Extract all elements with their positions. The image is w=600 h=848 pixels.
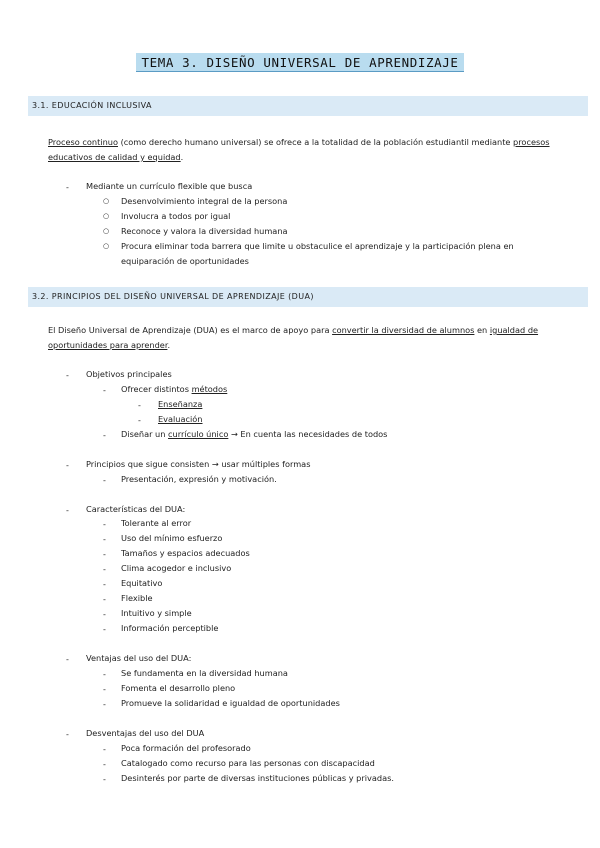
disenar-text-a: Diseñar un	[121, 429, 169, 439]
intro-2-text-c: .	[167, 340, 171, 350]
dash-bullet: -	[103, 700, 106, 709]
dash-bullet: -	[138, 416, 141, 425]
dash-bullet: -	[138, 401, 141, 410]
metodo-item: Evaluación	[158, 414, 203, 424]
dash-bullet: -	[103, 476, 106, 485]
list-item: Desenvolvimiento integral de la persona	[121, 196, 288, 206]
circle-bullet: ○	[103, 227, 110, 235]
section-heading-2: 3.2. PRINCIPIOS DEL DISEÑO UNIVERSAL DE APRENDIZAJE (DUA)	[28, 287, 588, 307]
section-1-intro	[48, 135, 568, 165]
circle-bullet: ○	[103, 197, 110, 205]
dash-bullet: -	[103, 685, 106, 694]
principios-item: Presentación, expresión y motivación.	[121, 474, 277, 484]
desventaja-item: Desinterés por parte de diversas instituciones públicas y privadas.	[121, 773, 394, 783]
circle-bullet: ○	[103, 212, 110, 220]
dash-bullet: -	[103, 535, 106, 544]
intro-2-underlined-b: igualdad de oportunidades para aprender	[48, 325, 539, 350]
dash-bullet: -	[103, 595, 106, 604]
dash-bullet: -	[103, 580, 106, 589]
caracteristica-item: Equitativo	[121, 578, 163, 588]
dash-bullet: -	[103, 610, 106, 619]
desventaja-item: Catalogado como recurso para las personas con discapacidad	[121, 758, 375, 768]
dash-bullet: -	[66, 506, 69, 515]
dash-bullet: -	[103, 520, 106, 529]
intro-1-underlined-a: Proceso continuo	[48, 137, 118, 147]
ventaja-item: Promueve la solidaridad e igualdad de oportunidades	[121, 698, 340, 708]
ventajas-head: Ventajas del uso del DUA:	[86, 653, 192, 663]
section-heading-1: 3.1. EDUCACIÓN INCLUSIVA	[28, 96, 588, 116]
ventaja-item: Se fundamenta en la diversidad humana	[121, 668, 288, 678]
dash-bullet: -	[103, 431, 106, 440]
section-2-intro	[48, 323, 568, 353]
dash-bullet: -	[103, 386, 106, 395]
dash-bullet: -	[103, 625, 106, 634]
intro-2-text-b: en	[474, 325, 490, 335]
intro-1-underlined-b: procesos educativos de calidad y equidad	[48, 137, 550, 162]
list-item: Procura eliminar toda barrera que limite u obstaculice el aprendizaje y la participación plena en equiparación de oportunidades	[121, 241, 514, 266]
caracteristica-item: Información perceptible	[121, 623, 219, 633]
objetivo-ofrecer	[121, 382, 227, 397]
caracteristicas-head: Características del DUA:	[86, 504, 186, 514]
dash-bullet: -	[103, 565, 106, 574]
ventaja-item: Fomenta el desarrollo pleno	[121, 683, 236, 693]
caracteristica-item: Uso del mínimo esfuerzo	[121, 533, 223, 543]
desventaja-item: Poca formación del profesorado	[121, 743, 251, 753]
intro-1-text-b: .	[180, 152, 184, 162]
dash-bullet: -	[66, 730, 69, 739]
dash-bullet: -	[103, 760, 106, 769]
intro-2-text-a: El Diseño Universal de Aprendizaje (DUA) es el marco de apoyo para	[48, 325, 333, 335]
title-wrap	[0, 52, 600, 72]
caracteristica-item: Tolerante al error	[121, 518, 192, 528]
dash-bullet: -	[103, 550, 106, 559]
disenar-underlined: currículo único	[168, 429, 229, 439]
intro-2-underlined-a: convertir la diversidad de alumnos	[332, 325, 475, 335]
dash-bullet: -	[66, 461, 69, 470]
disenar-text-b: → En cuenta las necesidades de todos	[228, 429, 388, 439]
dash-bullet: -	[103, 745, 106, 754]
caracteristica-item: Intuitivo y simple	[121, 608, 192, 618]
caracteristica-item: Flexible	[121, 593, 153, 603]
ofrecer-text: Ofrecer distintos	[121, 384, 192, 394]
objetivo-disenar	[121, 427, 387, 442]
desventajas-head: Desventajas del uso del DUA	[86, 728, 205, 738]
caracteristica-item: Clima acogedor e inclusivo	[121, 563, 232, 573]
intro-1-text-a: (como derecho humano universal) se ofrece a la totalidad de la población estudiantil mediante	[117, 137, 514, 147]
dash-bullet: -	[103, 670, 106, 679]
page-title: TEMA 3. DISEÑO UNIVERSAL DE APRENDIZAJE	[136, 53, 465, 72]
objetivos-head: Objetivos principales	[86, 369, 172, 379]
dash-bullet: -	[66, 183, 69, 192]
list-head: Mediante un currículo flexible que busca	[86, 181, 253, 191]
metodos-link-text: métodos	[191, 384, 228, 394]
list-item: Involucra a todos por igual	[121, 211, 231, 221]
circle-bullet: ○	[103, 242, 110, 250]
dash-bullet: -	[103, 775, 106, 784]
dash-bullet: -	[66, 371, 69, 380]
dash-bullet: -	[66, 655, 69, 664]
caracteristica-item: Tamaños y espacios adecuados	[121, 548, 250, 558]
metodo-item: Enseñanza	[158, 399, 203, 409]
principios-head: Principios que sigue consisten → usar múltiples formas	[86, 459, 311, 469]
list-item: Reconoce y valora la diversidad humana	[121, 226, 288, 236]
